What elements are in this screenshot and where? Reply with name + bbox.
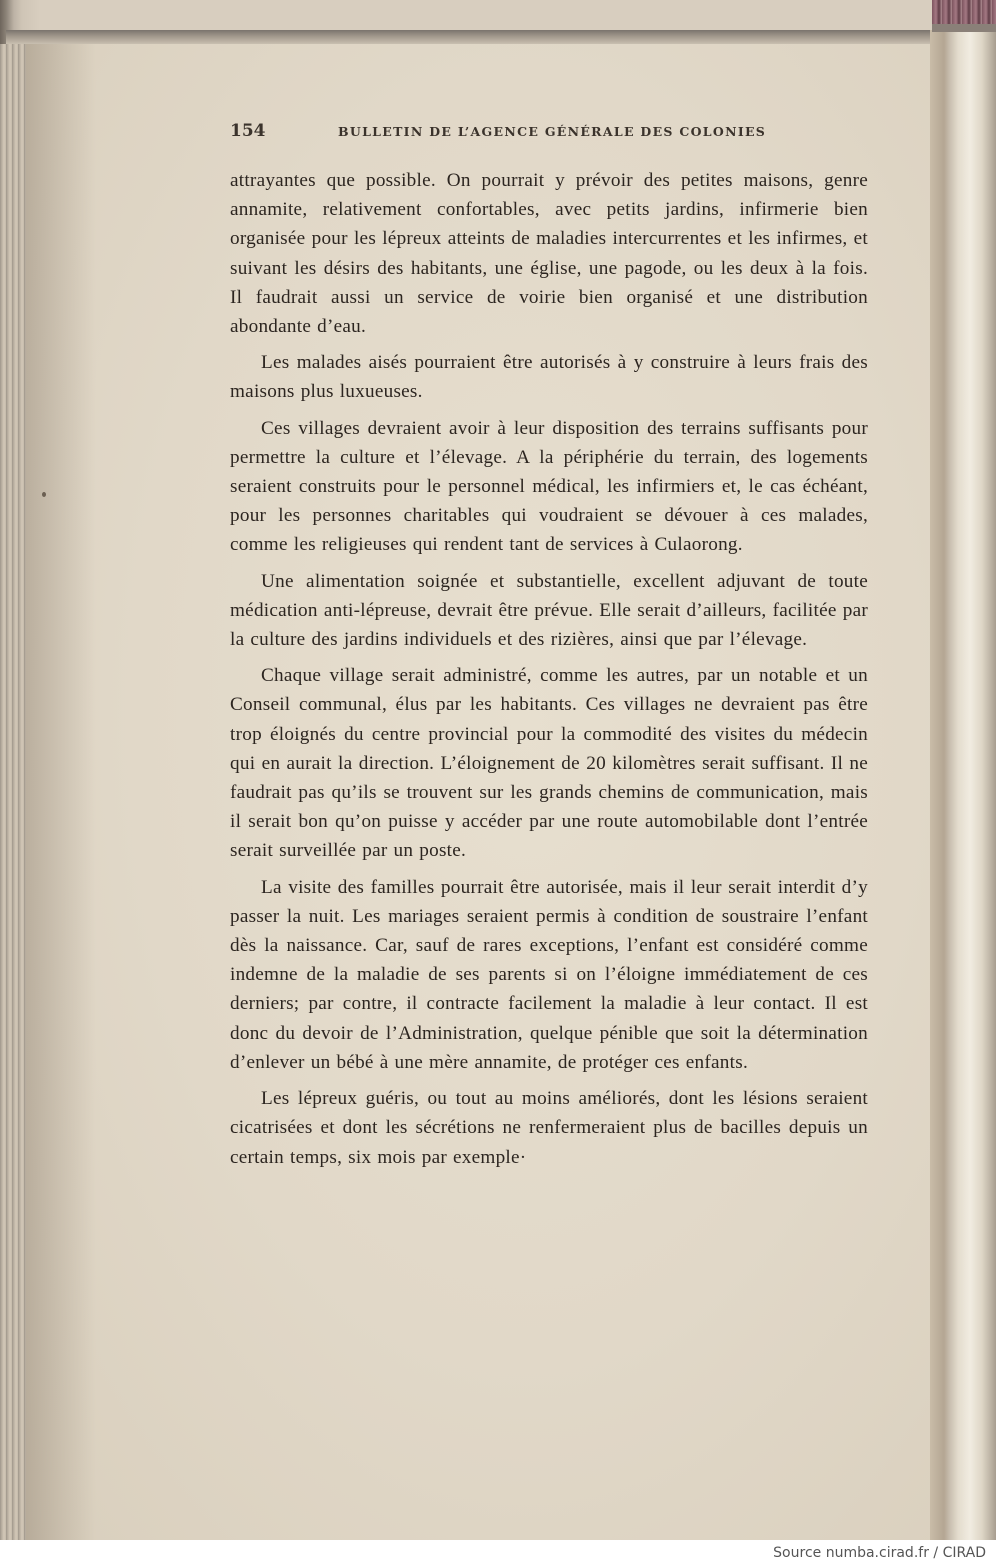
page-header [230,121,870,143]
paragraph: Les lépreux guéris, ou tout au moins améliorés, dont les lésions seraient cicatrisées et dont les sécrétions ne renfermeraient plus de bacilles depuis un certain temps, six mois par exemple· [230,1088,868,1168]
paragraph: Une alimentation soignée et substantielle, excellent adjuvant de toute médication anti-lépreuse, devrait être prévue. Elle serait d’ailleurs, facilitée par la culture des jardins individuels et des rizières, ainsi que par l’élevage. [230,570,868,651]
paper-speck [42,492,46,497]
book-left-page-stack [0,44,26,1540]
running-head: BULLETIN DE L’AGENCE GÉNÉRALE DES COLONIES [338,124,767,139]
gutter-shadow [26,44,96,1540]
paragraph: Les malades aisés pourraient être autorisés à y construire à leurs frais des maisons plus luxueuses. [230,352,868,403]
paragraph: La visite des familles pourrait être autorisée, mais il leur serait interdit d’y passer la nuit. Les mariages seraient permis à condition de soustraire l’enfant dès la naissance. Car, sauf de rares exceptions, l’enfant est considéré comme indemne de la maladie de ses parents si on l’éloigne immédiatement de ces derniers; par contre, il contracte facilement la maladie à leur contact. Il est donc du devoir de l’Administration, quelque pénible que soit la détermination d’enlever un bébé à une mère annamite, de protéger ces enfants. [230,876,868,1073]
body-text [230,166,868,1179]
source-credit: Source numba.cirad.fr / CIRAD [773,1545,986,1561]
paragraph: attrayantes que possible. On pourrait y prévoir des petites maisons, genre annamite, relativement confortables, avec petits jardins, infirmerie bien organisée pour les lépreux atteints de maladies intercurrentes et les infirmes, et suivant les désirs des habitants, une église, une pagode, ou les deux à la fois. Il faudrait aussi un service de voirie bien organisé et une distribution abondante d’eau. [230,170,868,338]
book-right-page-edges [930,30,996,1540]
binding-gap [932,24,996,32]
bookmark-ribbon [932,0,996,24]
paragraph: Ces villages devraient avoir à leur disposition des terrains suffisants pour permettre la culture et l’élevage. A la périphérie du terrain, des logements seraient construits pour le personnel médical, les infirmiers et, le cas échéant, pour les personnes charitables qui voudraient se dévouer à ces malades, comme les religieuses qui rendent tant de services à Culaorong. [230,417,868,556]
paragraph: Chaque village serait administré, comme les autres, par un notable et un Conseil communal, élus par les habitants. Ces villages ne devraient pas être trop éloignés du centre provincial pour la commodité des visites du médecin qui en aurait la direction. L’éloignement de 20 kilomètres serait suffisant. Il ne faudrait pas qu’ils se trouvent sur les grands chemins de communication, mais il serait bon qu’on puisse y accéder par une route automobilable dont l’entrée serait surveillée par un poste. [230,665,868,862]
page-number: 154 [230,121,266,141]
